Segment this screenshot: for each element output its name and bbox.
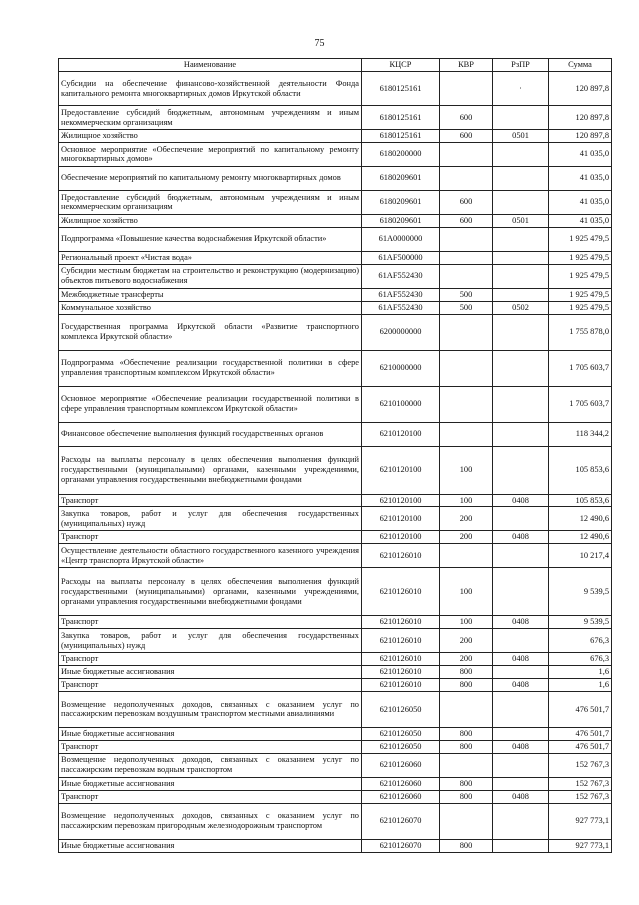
cell-sum: 1,6 bbox=[549, 679, 612, 692]
table-row bbox=[59, 142, 612, 166]
cell-sum: 118 344,2 bbox=[549, 422, 612, 446]
cell-sum: 12 490,6 bbox=[549, 507, 612, 531]
table-row bbox=[59, 777, 612, 790]
table-row bbox=[59, 753, 612, 777]
cell-kcsr: 6210126070 bbox=[362, 803, 440, 839]
table-row bbox=[59, 544, 612, 568]
cell-rzpr: 0408 bbox=[493, 494, 549, 507]
cell-kvr: 800 bbox=[440, 679, 493, 692]
cell-kvr: 600 bbox=[440, 130, 493, 143]
budget-table bbox=[58, 58, 612, 853]
cell-sum: 105 853,6 bbox=[549, 446, 612, 494]
cell-name: Подпрограмма «Повышение качества водоснабжения Иркутской области» bbox=[59, 227, 362, 251]
cell-rzpr: 0408 bbox=[493, 616, 549, 629]
cell-sum: 1 925 479,5 bbox=[549, 227, 612, 251]
cell-rzpr bbox=[493, 666, 549, 679]
cell-kvr: 200 bbox=[440, 653, 493, 666]
cell-rzpr: 0408 bbox=[493, 740, 549, 753]
table-row bbox=[59, 166, 612, 190]
cell-name: Расходы на выплаты персоналу в целях обеспечения выполнения функций государственными (муниципальными) органами, казенными учреждениями, органами управления государственными внебюджетными фондами bbox=[59, 568, 362, 616]
cell-rzpr bbox=[493, 422, 549, 446]
table-row bbox=[59, 214, 612, 227]
cell-kvr: 500 bbox=[440, 288, 493, 301]
table-row bbox=[59, 130, 612, 143]
cell-name: Коммунальное хозяйство bbox=[59, 301, 362, 314]
cell-kcsr: 6210126050 bbox=[362, 691, 440, 727]
cell-name: Иные бюджетные ассигнования bbox=[59, 666, 362, 679]
cell-kcsr: 6210126010 bbox=[362, 544, 440, 568]
table-row bbox=[59, 422, 612, 446]
cell-kvr: 100 bbox=[440, 568, 493, 616]
cell-name: Транспорт bbox=[59, 653, 362, 666]
cell-name: Жилищное хозяйство bbox=[59, 214, 362, 227]
table-row bbox=[59, 629, 612, 653]
table-row bbox=[59, 314, 612, 350]
cell-sum: 1,6 bbox=[549, 666, 612, 679]
cell-name: Межбюджетные трансферты bbox=[59, 288, 362, 301]
cell-kvr: 100 bbox=[440, 494, 493, 507]
cell-sum: 120 897,8 bbox=[549, 72, 612, 106]
cell-kcsr: 6210120100 bbox=[362, 494, 440, 507]
cell-kvr: 800 bbox=[440, 839, 493, 852]
cell-kvr: 600 bbox=[440, 190, 493, 214]
cell-rzpr bbox=[493, 314, 549, 350]
cell-sum: 152 767,3 bbox=[549, 790, 612, 803]
table-row bbox=[59, 264, 612, 288]
cell-sum: 1 755 878,0 bbox=[549, 314, 612, 350]
cell-rzpr bbox=[493, 544, 549, 568]
cell-kcsr: 6210126060 bbox=[362, 753, 440, 777]
cell-rzpr bbox=[493, 777, 549, 790]
cell-name: Возмещение недополученных доходов, связанных с оказанием услуг по пассажирским перевозкам пригородным железнодорожным транспортом bbox=[59, 803, 362, 839]
cell-sum: 120 897,8 bbox=[549, 106, 612, 130]
table-row bbox=[59, 72, 612, 106]
cell-name: Иные бюджетные ассигнования bbox=[59, 839, 362, 852]
cell-rzpr bbox=[493, 629, 549, 653]
cell-kcsr: 6180209601 bbox=[362, 190, 440, 214]
cell-sum: 1 705 603,7 bbox=[549, 386, 612, 422]
table-row bbox=[59, 803, 612, 839]
cell-kcsr: 6180209601 bbox=[362, 166, 440, 190]
cell-kvr: 200 bbox=[440, 629, 493, 653]
cell-rzpr bbox=[493, 190, 549, 214]
cell-kcsr: 6210120100 bbox=[362, 422, 440, 446]
cell-name: Осуществление деятельности областного государственного казенного учреждения «Центр транспорта Иркутской области» bbox=[59, 544, 362, 568]
cell-kvr: 800 bbox=[440, 740, 493, 753]
cell-rzpr bbox=[493, 288, 549, 301]
cell-kcsr: 6200000000 bbox=[362, 314, 440, 350]
cell-kvr bbox=[440, 227, 493, 251]
cell-kvr bbox=[440, 72, 493, 106]
cell-kvr bbox=[440, 422, 493, 446]
cell-kcsr: 6210126050 bbox=[362, 740, 440, 753]
cell-kvr: 800 bbox=[440, 727, 493, 740]
table-row bbox=[59, 679, 612, 692]
cell-kcsr: 6180125161 bbox=[362, 130, 440, 143]
cell-kcsr: 6210126010 bbox=[362, 629, 440, 653]
table-header bbox=[59, 59, 612, 72]
cell-rzpr bbox=[493, 753, 549, 777]
cell-kcsr: 61АF552430 bbox=[362, 288, 440, 301]
table-row bbox=[59, 568, 612, 616]
cell-sum: 9 539,5 bbox=[549, 616, 612, 629]
table-row bbox=[59, 740, 612, 753]
cell-name: Субсидии на обеспечение финансово-хозяйственной деятельности Фонда капитального ремонта многоквартирных домов Иркутской области bbox=[59, 72, 362, 106]
cell-sum: 476 501,7 bbox=[549, 740, 612, 753]
cell-rzpr bbox=[493, 386, 549, 422]
cell-kcsr: 6210126010 bbox=[362, 653, 440, 666]
cell-kcsr: 6210120100 bbox=[362, 446, 440, 494]
page-number: 75 bbox=[314, 38, 325, 49]
cell-sum: 41 035,0 bbox=[549, 142, 612, 166]
cell-kcsr: 6210126010 bbox=[362, 616, 440, 629]
cell-name: Региональный проект «Чистая вода» bbox=[59, 251, 362, 264]
cell-name: Закупка товаров, работ и услуг для обеспечения государственных (муниципальных) нужд bbox=[59, 507, 362, 531]
cell-kvr: 800 bbox=[440, 666, 493, 679]
table-row bbox=[59, 790, 612, 803]
cell-rzpr bbox=[493, 507, 549, 531]
cell-kvr bbox=[440, 142, 493, 166]
table-row bbox=[59, 691, 612, 727]
cell-name: Обеспечение мероприятий по капитальному ремонту многоквартирных домов bbox=[59, 166, 362, 190]
cell-kvr: 800 bbox=[440, 777, 493, 790]
table-row bbox=[59, 653, 612, 666]
cell-kvr: 600 bbox=[440, 214, 493, 227]
cell-kcsr: 6210120100 bbox=[362, 531, 440, 544]
cell-kcsr: 6180125161 bbox=[362, 72, 440, 106]
cell-name: Предоставление субсидий бюджетным, автономным учреждениям и иным некоммерческим организациям bbox=[59, 106, 362, 130]
table-row bbox=[59, 727, 612, 740]
header-name: Наименование bbox=[59, 59, 362, 72]
cell-rzpr: 0408 bbox=[493, 653, 549, 666]
cell-kvr: 600 bbox=[440, 106, 493, 130]
cell-rzpr: 0408 bbox=[493, 531, 549, 544]
cell-name: Расходы на выплаты персоналу в целях обеспечения выполнения функций государственными (муниципальными) органами, казенными учреждениями, органами управления государственными внебюджетными фондами bbox=[59, 446, 362, 494]
cell-kcsr: 61АF500000 bbox=[362, 251, 440, 264]
cell-kcsr: 6180209601 bbox=[362, 214, 440, 227]
table-row bbox=[59, 106, 612, 130]
cell-name: Возмещение недополученных доходов, связанных с оказанием услуг по пассажирским перевозкам воздушным транспортом местными авиалиниями bbox=[59, 691, 362, 727]
cell-name: Предоставление субсидий бюджетным, автономным учреждениям и иным некоммерческим организациям bbox=[59, 190, 362, 214]
cell-rzpr: 0408 bbox=[493, 679, 549, 692]
cell-kvr: 100 bbox=[440, 446, 493, 494]
cell-kvr bbox=[440, 350, 493, 386]
cell-name: Транспорт bbox=[59, 790, 362, 803]
header-sum: Сумма bbox=[549, 59, 612, 72]
cell-sum: 120 897,8 bbox=[549, 130, 612, 143]
cell-rzpr bbox=[493, 166, 549, 190]
cell-rzpr bbox=[493, 227, 549, 251]
table-row bbox=[59, 190, 612, 214]
cell-sum: 476 501,7 bbox=[549, 691, 612, 727]
cell-rzpr bbox=[493, 264, 549, 288]
cell-sum: 1 925 479,5 bbox=[549, 288, 612, 301]
table-row bbox=[59, 227, 612, 251]
cell-kvr bbox=[440, 544, 493, 568]
cell-kvr bbox=[440, 386, 493, 422]
cell-rzpr: · bbox=[493, 72, 549, 106]
cell-sum: 1 925 479,5 bbox=[549, 264, 612, 288]
cell-kcsr: 6210126010 bbox=[362, 666, 440, 679]
cell-kcsr: 6180200000 bbox=[362, 142, 440, 166]
cell-sum: 1 925 479,5 bbox=[549, 301, 612, 314]
cell-name: Жилищное хозяйство bbox=[59, 130, 362, 143]
cell-kcsr: 6210000000 bbox=[362, 350, 440, 386]
cell-name: Транспорт bbox=[59, 679, 362, 692]
cell-kcsr: 61АF552430 bbox=[362, 264, 440, 288]
cell-rzpr bbox=[493, 839, 549, 852]
cell-kcsr: 6210126060 bbox=[362, 790, 440, 803]
cell-rzpr: 0408 bbox=[493, 790, 549, 803]
cell-rzpr: 0501 bbox=[493, 130, 549, 143]
table-row bbox=[59, 531, 612, 544]
cell-kcsr: 6210126010 bbox=[362, 679, 440, 692]
cell-sum: 927 773,1 bbox=[549, 803, 612, 839]
cell-kvr bbox=[440, 314, 493, 350]
header-row bbox=[59, 59, 612, 72]
cell-name: Финансовое обеспечение выполнения функций государственных органов bbox=[59, 422, 362, 446]
cell-kvr: 500 bbox=[440, 301, 493, 314]
cell-sum: 1 705 603,7 bbox=[549, 350, 612, 386]
cell-sum: 476 501,7 bbox=[549, 727, 612, 740]
cell-kvr bbox=[440, 264, 493, 288]
cell-kcsr: 6210126050 bbox=[362, 727, 440, 740]
cell-name: Иные бюджетные ассигнования bbox=[59, 777, 362, 790]
cell-sum: 676,3 bbox=[549, 629, 612, 653]
cell-kcsr: 6210126060 bbox=[362, 777, 440, 790]
cell-rzpr bbox=[493, 691, 549, 727]
cell-rzpr bbox=[493, 446, 549, 494]
cell-sum: 1 925 479,5 bbox=[549, 251, 612, 264]
cell-rzpr bbox=[493, 142, 549, 166]
table-row bbox=[59, 666, 612, 679]
cell-rzpr bbox=[493, 803, 549, 839]
cell-name: Основное мероприятие «Обеспечение реализации государственной политики в сфере управления транспортным комплексом Иркутской области» bbox=[59, 386, 362, 422]
header-kvr: КВР bbox=[440, 59, 493, 72]
table-row bbox=[59, 446, 612, 494]
table-row bbox=[59, 839, 612, 852]
cell-kcsr: 6210100000 bbox=[362, 386, 440, 422]
cell-rzpr: 0501 bbox=[493, 214, 549, 227]
cell-rzpr bbox=[493, 568, 549, 616]
cell-name: Закупка товаров, работ и услуг для обеспечения государственных (муниципальных) нужд bbox=[59, 629, 362, 653]
cell-sum: 41 035,0 bbox=[549, 190, 612, 214]
table-row bbox=[59, 251, 612, 264]
cell-kvr: 800 bbox=[440, 790, 493, 803]
cell-sum: 152 767,3 bbox=[549, 753, 612, 777]
cell-name: Транспорт bbox=[59, 740, 362, 753]
cell-kvr bbox=[440, 803, 493, 839]
cell-rzpr bbox=[493, 106, 549, 130]
cell-sum: 41 035,0 bbox=[549, 166, 612, 190]
cell-name: Транспорт bbox=[59, 616, 362, 629]
table-row bbox=[59, 288, 612, 301]
cell-kcsr: 61АF552430 bbox=[362, 301, 440, 314]
cell-sum: 41 035,0 bbox=[549, 214, 612, 227]
cell-kvr: 100 bbox=[440, 616, 493, 629]
cell-sum: 105 853,6 bbox=[549, 494, 612, 507]
table-row bbox=[59, 350, 612, 386]
cell-name: Иные бюджетные ассигнования bbox=[59, 727, 362, 740]
cell-rzpr bbox=[493, 251, 549, 264]
cell-kcsr: 6210126010 bbox=[362, 568, 440, 616]
cell-sum: 9 539,5 bbox=[549, 568, 612, 616]
table-row bbox=[59, 616, 612, 629]
cell-sum: 676,3 bbox=[549, 653, 612, 666]
cell-kvr bbox=[440, 251, 493, 264]
cell-name: Основное мероприятие «Обеспечение мероприятий по капитальному ремонту многоквартирных домов» bbox=[59, 142, 362, 166]
cell-sum: 927 773,1 bbox=[549, 839, 612, 852]
table-row bbox=[59, 301, 612, 314]
table-row bbox=[59, 494, 612, 507]
cell-kvr bbox=[440, 166, 493, 190]
cell-name: Подпрограмма «Обеспечение реализации государственной политики в сфере управления транспортным комплексом Иркутской области» bbox=[59, 350, 362, 386]
cell-kcsr: 6210126070 bbox=[362, 839, 440, 852]
cell-kvr: 200 bbox=[440, 531, 493, 544]
cell-kvr bbox=[440, 691, 493, 727]
table-row bbox=[59, 507, 612, 531]
cell-name: Транспорт bbox=[59, 494, 362, 507]
cell-name: Возмещение недополученных доходов, связанных с оказанием услуг по пассажирским перевозкам водным транспортом bbox=[59, 753, 362, 777]
cell-name: Государственная программа Иркутской области «Развитие транспортного комплекса Иркутской области» bbox=[59, 314, 362, 350]
cell-name: Субсидии местным бюджетам на строительство и реконструкцию (модернизацию) объектов питьевого водоснабжения bbox=[59, 264, 362, 288]
cell-kcsr: 6180125161 bbox=[362, 106, 440, 130]
cell-rzpr bbox=[493, 727, 549, 740]
cell-kcsr: 6210120100 bbox=[362, 507, 440, 531]
cell-sum: 10 217,4 bbox=[549, 544, 612, 568]
cell-rzpr bbox=[493, 350, 549, 386]
cell-kcsr: 61А0000000 bbox=[362, 227, 440, 251]
table-row bbox=[59, 386, 612, 422]
table-body bbox=[59, 72, 612, 853]
cell-rzpr: 0502 bbox=[493, 301, 549, 314]
cell-kvr: 200 bbox=[440, 507, 493, 531]
cell-name: Транспорт bbox=[59, 531, 362, 544]
cell-kvr bbox=[440, 753, 493, 777]
header-kcsr: КЦСР bbox=[362, 59, 440, 72]
header-rzpr: РзПР bbox=[493, 59, 549, 72]
cell-sum: 12 490,6 bbox=[549, 531, 612, 544]
cell-sum: 152 767,3 bbox=[549, 777, 612, 790]
